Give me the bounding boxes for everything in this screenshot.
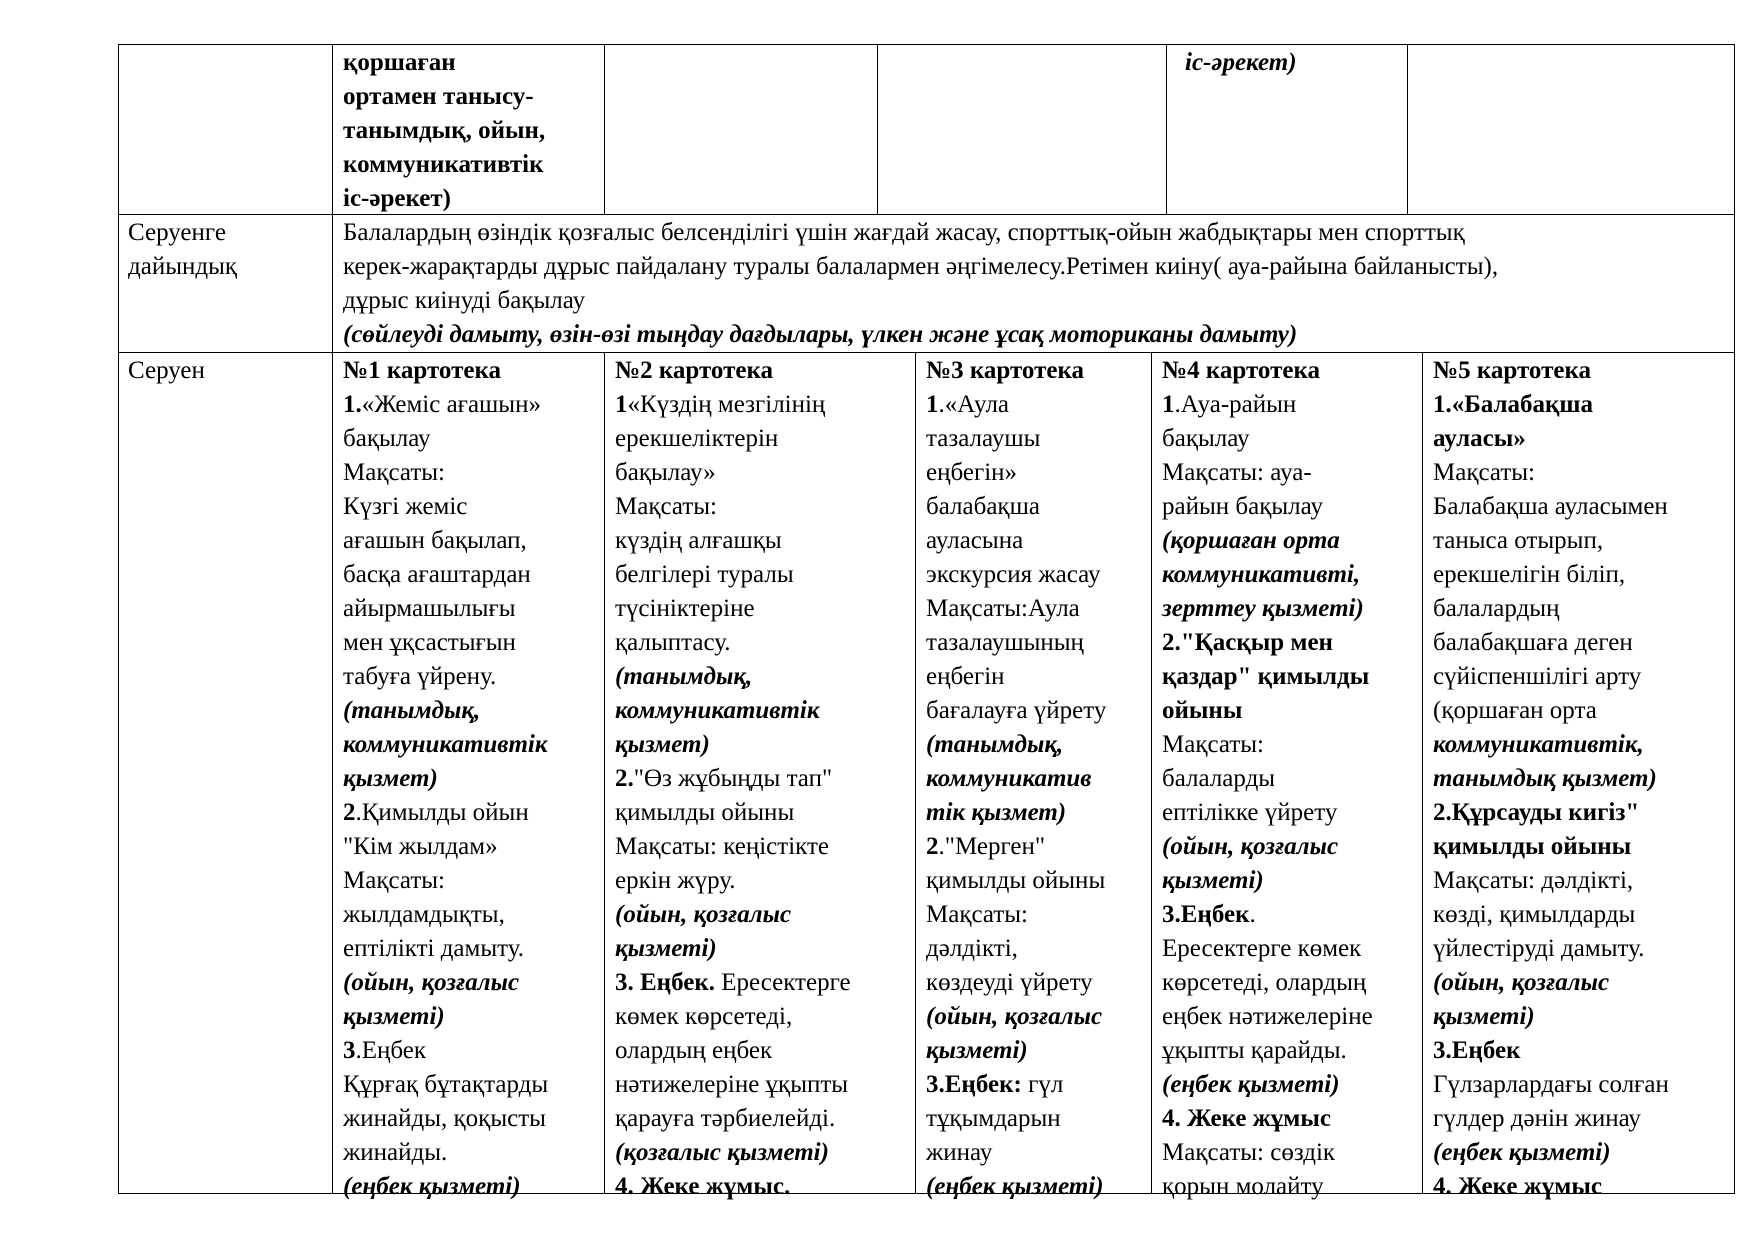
card-text-segment: олардың еңбек	[615, 1037, 773, 1064]
card-text-segment: 3.Еңбек	[1162, 901, 1250, 928]
row3-label: Серуен	[128, 357, 205, 384]
card-text-segment: экскурсия жасау	[926, 561, 1101, 588]
card-text-segment: ойыны	[1162, 697, 1243, 724]
card-text-segment: Мақсаты:	[343, 459, 445, 486]
card-text-segment: Мақсаты: дәлдікті,	[1433, 867, 1634, 894]
card-text-segment: көрсетеді, олардың	[1162, 969, 1367, 996]
card-text-segment: қимылды ойыны	[615, 799, 795, 826]
card-text-segment: "Кім жылдам»	[343, 833, 498, 860]
card-text-segment: қызмет)	[615, 731, 710, 758]
card-text-segment: гүлдер дәнін жинау	[1433, 1105, 1641, 1132]
card-text-segment: коммуникативті,	[1162, 561, 1361, 588]
row1-text-line: танымдық, ойын,	[343, 117, 546, 144]
row1-text-line: іс-әрекет)	[1185, 49, 1297, 76]
card-text-segment: Ересектерге көмек	[1162, 935, 1362, 962]
card-text-segment: ауласына	[926, 527, 1024, 554]
row2-text-line: дұрыс киінуді бақылау	[343, 287, 586, 314]
card-text-segment: Мақсаты: кеңістікте	[615, 833, 829, 860]
card-title: №1 картотека	[343, 357, 501, 384]
card-text-segment: танымдық қызмет)	[1433, 765, 1657, 792]
row2-label-line: Серуенге	[128, 219, 226, 246]
card-text-segment: (қозғалыс қызметі)	[615, 1139, 829, 1166]
card-text-segment: ерекшеліктерін	[615, 425, 779, 452]
card-text-segment: .	[1249, 901, 1256, 928]
card-text-segment: (қоршаған орта	[1433, 697, 1597, 724]
card-title: №5 картотека	[1433, 357, 1591, 384]
card-text-segment: басқа ағаштардан	[343, 561, 531, 588]
card-text-segment: Құрғақ бұтақтарды	[343, 1071, 549, 1098]
row2-label-line: дайындық	[128, 253, 238, 280]
card-text-segment: мен ұқсастығын	[343, 629, 516, 656]
card-text-segment: еңбек нәтижелеріне	[1162, 1003, 1373, 1030]
card-text-segment: .Еңбек	[355, 1037, 427, 1064]
card-text-segment: райын бақылау	[1162, 493, 1323, 520]
card-text-segment: Мақсаты: ауа-	[1162, 459, 1312, 486]
card-text-segment: Мақсаты: сөздік	[1162, 1139, 1336, 1166]
card-text-segment: таныса отырып,	[1433, 527, 1604, 554]
card-text-segment: ептілікке үйрету	[1162, 799, 1338, 826]
card-text-segment: 2.Құрсауды кигіз"	[1433, 799, 1640, 826]
card-text-segment: (ойын, қозғалыс	[615, 901, 792, 928]
card-text-segment: бағалауға үйрету	[926, 697, 1107, 724]
card-text-segment: қалыптасу.	[615, 629, 731, 656]
card-text-segment: көздеуді үйрету	[926, 969, 1093, 996]
row2-note: (сөйлеуді дамыту, өзін-өзі тыңдау дағдылары, үлкен және ұсақ моториканы дамыту)	[343, 321, 1298, 348]
row1-text-line: коммуникативтік	[343, 151, 544, 178]
card-text-segment: коммуникатив	[926, 765, 1092, 792]
card-text-segment: тұқымдарын	[926, 1105, 1061, 1132]
row-divider-1	[118, 214, 1735, 215]
card-text-segment: Балабақша ауласымен	[1433, 493, 1668, 520]
card-text-segment: бақылау	[343, 425, 431, 452]
card-text-segment: айырмашылығы	[343, 595, 516, 622]
card-text-segment: ұқыпты қарайды.	[1162, 1037, 1347, 1064]
card-text-segment: . Жеке жұмыс.	[627, 1173, 791, 1200]
card-title: №3 картотека	[926, 357, 1084, 384]
card-text-segment: жинайды.	[343, 1139, 448, 1166]
card-text-segment: нәтижелеріне ұқыпты	[615, 1071, 849, 1098]
card-text-segment: 4. Жеке жұмыс	[1162, 1105, 1331, 1132]
card-text-segment: қорын молайту	[1162, 1173, 1324, 1200]
card-text-segment: 4. Жеке жұмыс	[1433, 1173, 1602, 1200]
card-text-segment: қызметі)	[1162, 867, 1264, 894]
card-text-segment: жылдамдықты,	[343, 901, 505, 928]
card-text-segment: ерекшелігін біліп,	[1433, 561, 1626, 588]
card-text-segment: бақылау»	[615, 459, 716, 486]
card-text-segment: тазалаушының	[926, 629, 1084, 656]
card-text-segment: (танымдық,	[615, 663, 753, 690]
card-text-segment: Күзгі жеміс	[343, 493, 468, 520]
card-text-segment: 2.	[615, 765, 634, 792]
card-text-segment: қаздар" қимылды	[1162, 663, 1370, 690]
card-text-segment: жинайды, қоқысты	[343, 1105, 546, 1132]
card-text-segment: (ойын, қозғалыс	[1433, 969, 1610, 996]
card-text-segment: дәлдікті,	[926, 935, 1018, 962]
card-text-segment: қимылды ойыны	[926, 867, 1106, 894]
card-text-segment: күздің алғашқы	[615, 527, 782, 554]
card-text-segment: ауласы»	[1433, 425, 1526, 452]
card-text-segment: 1	[926, 391, 939, 418]
row2-text-line: Балалардың өзіндік қозғалыс белсенділігі үшін жағдай жасау, спорттық-ойын жабдықтары мен спорттық	[343, 219, 1465, 246]
table-outline	[118, 44, 1735, 1194]
card-text-segment: Мақсаты:	[1162, 731, 1264, 758]
card-text-segment: сүйіспеншілігі арту	[1433, 663, 1642, 690]
card-text-segment: (танымдық,	[343, 697, 481, 724]
card-text-segment: 2	[343, 799, 356, 826]
card-text-segment: (танымдық,	[926, 731, 1064, 758]
card-text-segment: қызмет)	[343, 765, 438, 792]
card-text-segment: (қоршаған орта	[1162, 527, 1340, 554]
card-text-segment: жинау	[926, 1139, 993, 1166]
card-text-segment: коммуникативтік	[615, 697, 820, 724]
card-text-segment: көзді, қимылдарды	[1433, 901, 1636, 928]
row1-text-line: іс-әрекет)	[343, 185, 451, 212]
card-text-segment: қарауға тәрбиелейді.	[615, 1105, 836, 1132]
card-text-segment: 1.	[343, 391, 362, 418]
card-text-segment: Мақсаты:	[1433, 459, 1535, 486]
card-text-segment: тазалаушы	[926, 425, 1041, 452]
card-text-segment: гүл	[1021, 1071, 1064, 1098]
card-text-segment: қызметі)	[615, 935, 717, 962]
card-text-segment: ағашын бақылап,	[343, 527, 527, 554]
row2-text-line: керек-жарақтарды дұрыс пайдалану туралы балалармен әңгімелесу.Ретімен киіну( ауа-райына байланысты),	[343, 253, 1499, 280]
card-text-segment: (еңбек қызметі)	[343, 1173, 521, 1200]
card-text-segment: балалардың	[1433, 595, 1560, 622]
card-text-segment: балабақша	[926, 493, 1040, 520]
card-text-segment: (еңбек қызметі)	[1162, 1071, 1340, 1098]
row1-text-line: ортамен танысу-	[343, 83, 534, 110]
card-text-segment: (ойын, қозғалыс	[1162, 833, 1339, 860]
card-text-segment: «Күздің мезгілінің	[627, 391, 826, 418]
card-text-segment: 1	[1162, 391, 1175, 418]
card-text-segment: еркін жүру.	[615, 867, 736, 894]
card-text-segment: көмек көрсетеді,	[615, 1003, 793, 1030]
card-text-segment: белгілері туралы	[615, 561, 794, 588]
card-title: №2 картотека	[615, 357, 773, 384]
card-text-segment: .Ауа-райын	[1174, 391, 1297, 418]
card-text-segment: .«Аула	[938, 391, 1010, 418]
row-divider-2	[118, 352, 1735, 353]
card-text-segment: Гүлзарлардағы солған	[1433, 1071, 1669, 1098]
card-text-segment: Мақсаты:	[926, 901, 1028, 928]
card-text-segment: (ойын, қозғалыс	[926, 1003, 1103, 1030]
card-text-segment: Мақсаты:	[615, 493, 717, 520]
card-text-segment: (еңбек қызметі)	[926, 1173, 1104, 1200]
card-text-segment: 3	[343, 1037, 356, 1064]
card-text-segment: 1.«Балабақша	[1433, 391, 1594, 418]
card-text-segment: Ересектерге	[715, 969, 851, 996]
card-text-segment: қимылды ойыны	[1433, 833, 1632, 860]
card-text-segment: еңбегін	[926, 663, 1005, 690]
card-text-segment: 4	[615, 1173, 628, 1200]
card-text-segment: (ойын, қозғалыс	[343, 969, 520, 996]
card-text-segment: 2	[926, 833, 939, 860]
card-text-segment: қызметі)	[926, 1037, 1028, 1064]
card-text-segment: балаларды	[1162, 765, 1276, 792]
card-text-segment: қызметі)	[343, 1003, 445, 1030]
card-title: №4 картотека	[1162, 357, 1320, 384]
card-text-segment: .Қимылды ойын	[355, 799, 529, 826]
card-text-segment: 2."Қасқыр мен	[1162, 629, 1333, 656]
card-text-segment: (еңбек қызметі)	[1433, 1139, 1611, 1166]
card-text-segment: қызметі)	[1433, 1003, 1535, 1030]
card-text-segment: түсініктеріне	[615, 595, 755, 622]
card-text-segment: ."Мерген"	[938, 833, 1046, 860]
card-text-segment: «Жеміс ағашын»	[361, 391, 541, 418]
card-text-segment: Мақсаты:Аула	[926, 595, 1080, 622]
card-text-segment: коммуникативтік,	[1433, 731, 1644, 758]
card-text-segment: ептілікті дамыту.	[343, 935, 524, 962]
card-text-segment: балабақшаға деген	[1433, 629, 1633, 656]
card-text-segment: зерттеу қызметі)	[1162, 595, 1364, 622]
card-text-segment: 3.Еңбек	[1433, 1037, 1521, 1064]
card-text-segment: еңбегін»	[926, 459, 1018, 486]
card-text-segment: "Өз жұбыңды тап"	[633, 765, 833, 792]
row1-text-line: қоршаған	[343, 49, 456, 76]
card-text-segment: 3. Еңбек.	[615, 969, 715, 996]
card-text-segment: табуға үйрену.	[343, 663, 497, 690]
card-text-segment: 1	[615, 391, 628, 418]
card-text-segment: үйлестіруді дамыту.	[1433, 935, 1645, 962]
card-text-segment: 3.Еңбек:	[926, 1071, 1022, 1098]
card-text-segment: Мақсаты:	[343, 867, 445, 894]
card-text-segment: бақылау	[1162, 425, 1250, 452]
card-text-segment: тік қызмет)	[926, 799, 1067, 826]
card-text-segment: коммуникативтік	[343, 731, 548, 758]
